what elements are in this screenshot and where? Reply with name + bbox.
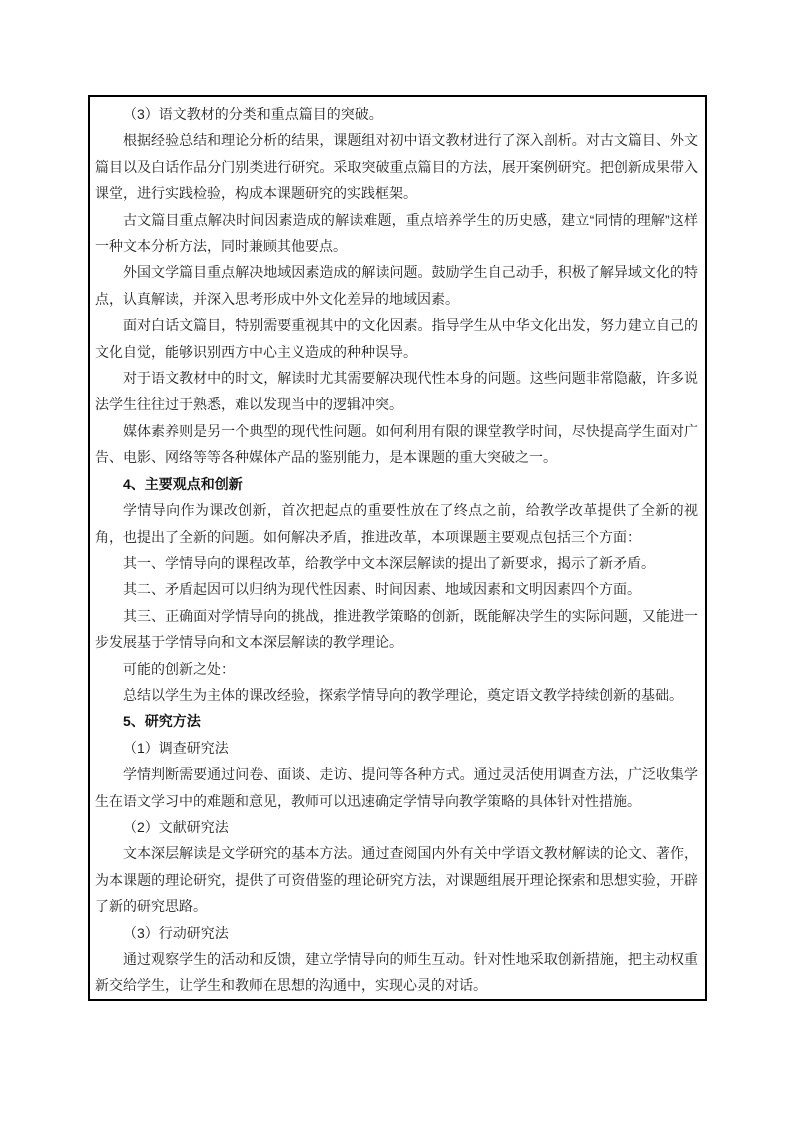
paragraph: 学情导向作为课改创新，首次把起点的重要性放在了终点之前，给教学改革提供了全新的视角，也提出了全新的问题。如何解决矛盾，推进改革，本项课题主要观点包括三个方面： [95, 502, 698, 545]
paragraph: 总结以学生为主体的课改经验，探索学情导向的教学理论，奠定语文教学持续创新的基础。 [123, 686, 683, 703]
section-heading-4-main-viewpoints: 4、主要观点和创新 [123, 475, 243, 492]
list-item-1: 其一、学情导向的课程改革，给教学中文本深层解读的提出了新要求，揭示了新矛盾。 [123, 554, 655, 571]
paragraph: 可能的创新之处： [123, 660, 235, 677]
paragraph: 通过观察学生的活动和反馈，建立学情导向的师生互动。针对性地采取创新措施，把主动权重新交给学生，让学生和教师在思想的沟通中，实现心灵的对话。 [95, 951, 698, 994]
subsection-label-3: （3）语文教材的分类和重点篇目的突破。 [123, 106, 383, 122]
paragraph: 对于语文教材中的时文，解读时尤其需要解决现代性本身的问题。这些问题非常隐蔽，许多说法学生往往过于熟悉，难以发现当中的逻辑冲突。 [95, 370, 698, 413]
list-item-3: 其三、正确面对学情导向的挑战，推进教学策略的创新，既能解决学生的实际问题，又能进一步发展基于学情导向和文本深层解读的教学理论。 [95, 607, 698, 651]
subsection-label-method-1: （1）调查研究法 [123, 739, 229, 756]
list-item-2: 其二、矛盾起因可以归纳为现代性因素、时间因素、地域因素和文明因素四个方面。 [123, 581, 641, 598]
subsection-label-method-2: （2）文献研究法 [123, 818, 229, 835]
document-border-frame [88, 95, 707, 1001]
paragraph: 古文篇目重点解决时间因素造成的解读难题，重点培养学生的历史感，建立“同情的理解”这样一种文本分析方法，同时兼顾其他要点。 [95, 211, 698, 255]
paragraph: 文本深层解读是文学研究的基本方法。通过查阅国内外有关中学语文教材解读的论文、著作，为本课题的理论研究，提供了可资借鉴的理论研究方法，对课题组展开理论探索和思想实验，开辟了新的研究思路。 [95, 845, 698, 915]
paragraph: 面对白话文篇目，特别需要重视其中的文化因素。指导学生从中华文化出发，努力建立自己的文化自觉，能够识别西方中心主义造成的种种误导。 [95, 317, 698, 360]
paragraph: 外国文学篇目重点解决地域因素造成的解读问题。鼓励学生自己动手，积极了解异域文化的特点，认真解读，并深入思考形成中外文化差异的地域因素。 [95, 264, 698, 307]
paragraph: 媒体素养则是另一个典型的现代性问题。如何利用有限的课堂教学时间，尽快提高学生面对广告、电影、网络等等各种媒体产品的鉴别能力，是本课题的重大突破之一。 [95, 422, 698, 466]
section-heading-5-research-methods: 5、研究方法 [123, 713, 201, 730]
paragraph: 学情判断需要通过问卷、面谈、走访、提问等各种方式。通过灵活使用调查方法，广泛收集学生在语文学习中的难题和意见，教师可以迅速确定学情导向教学策略的具体针对性措施。 [95, 766, 698, 809]
subsection-label-method-3: （3）行动研究法 [123, 924, 229, 941]
paragraph: 根据经验总结和理论分析的结果，课题组对初中语文教材进行了深入剖析。对古文篇目、外文篇目以及白话作品分门别类进行研究。采取突破重点篇目的方法，展开案例研究。把创新成果带入课堂，进行实践检验，构成本课题研究的实践框架。 [95, 132, 698, 202]
